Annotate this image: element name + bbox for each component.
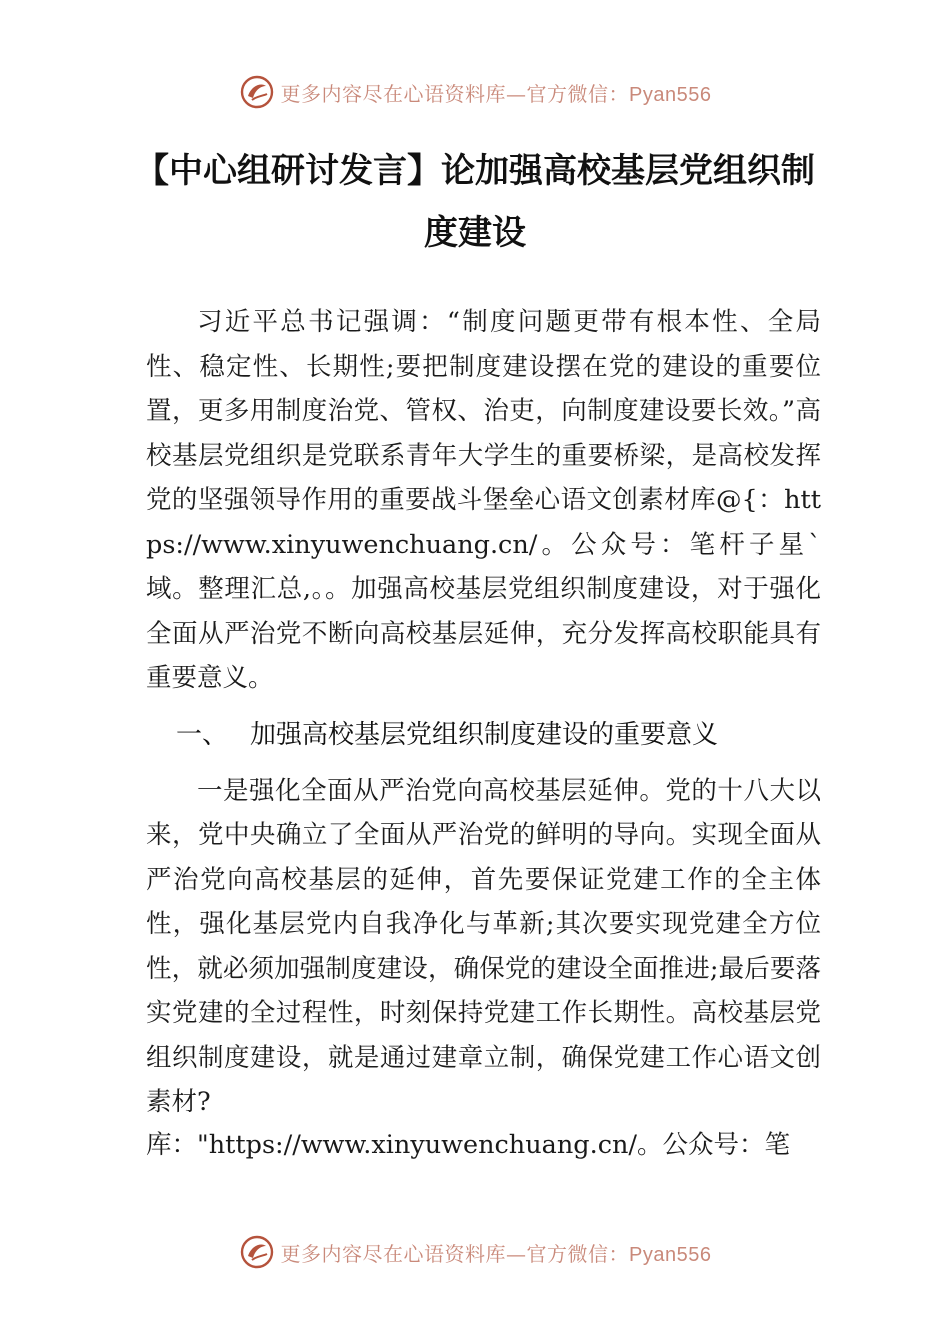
header-banner bbox=[0, 72, 950, 112]
body-paragraph-tail: 库："https://www.xinyuwenchuang.cn/。公众号：笔 bbox=[146, 1129, 790, 1160]
body-paragraph: 一是强化全面从严治党向高校基层延伸。党的十八大以来，党中央确立了全面从严治党的鲜明的导向。实现全面从严治党向高校基层的延伸，首先要保证党建工作的全主体性，强化基层党内自我净化与革新;其次要实现党建全方位性，就必须加强制度建设，确保党的建设全面推进;最后要落实党建的全过程性，时刻保持党建工作长期性。高校基层党组织制度建设，就是通过建章立制，确保党建工作心语文创素材? bbox=[146, 775, 821, 1117]
document-body bbox=[146, 300, 821, 1165]
section-heading bbox=[146, 707, 821, 763]
banner-text: 更多内容尽在心语资料库—官方微信：Pyan556 bbox=[280, 81, 712, 106]
section-number: 一、 bbox=[176, 719, 229, 750]
page-title: 【中心组研讨发言】论加强高校基层党组织制度建设 bbox=[135, 151, 815, 253]
footer-banner bbox=[0, 1232, 950, 1272]
brand-logo-icon bbox=[239, 1234, 275, 1270]
banner-text: 更多内容尽在心语资料库—官方微信：Pyan556 bbox=[280, 1241, 712, 1266]
section-title: 加强高校基层党组织制度建设的重要意义 bbox=[250, 719, 719, 750]
intro-paragraph: 习近平总书记强调：“制度问题更带有根本性、全局性、稳定性、长期性;要把制度建设摆在党的建设的重要位置，更多用制度治党、管权、治吏，向制度建设要长效。”高校基层党组织是党联系青年大学生的重要桥梁，是高校发挥党的坚强领导作用的重要战斗堡垒心语文创素材库@{：https://www.xinyuwenchuang.cn/。公众号：笔杆子星`域。整理汇总,。。加强高校基层党组织制度建设，对于强化全面从严治党不断向高校基层延伸，充分发挥高校职能具有重要意义。 bbox=[146, 307, 821, 693]
brand-logo-icon bbox=[239, 74, 275, 110]
